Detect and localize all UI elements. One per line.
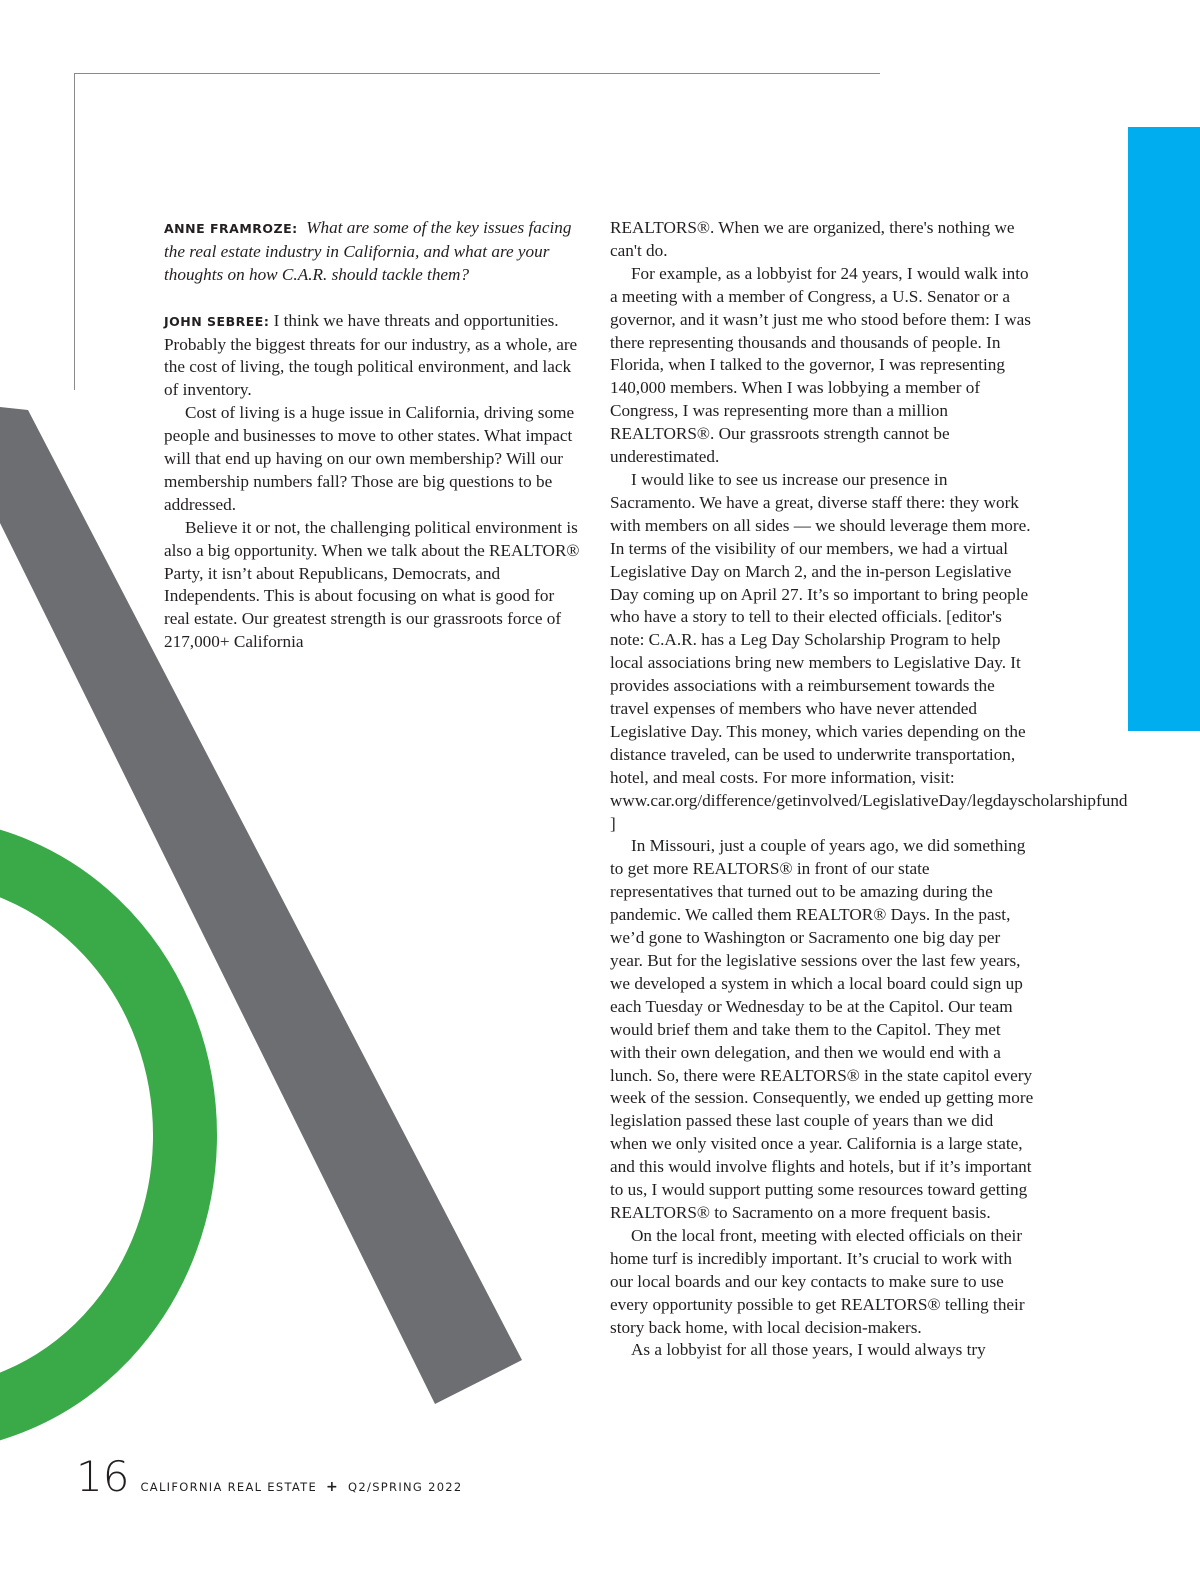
question-text: What are some of the key issues facing the real estate industry in California, and what are your thoughts on how C.A.R. should tackle them? <box>164 218 572 284</box>
body-paragraph: As a lobbyist for all those years, I would always try <box>631 1340 986 1360</box>
frame-line-top <box>74 73 880 74</box>
body-paragraph: Cost of living is a huge issue in California, driving some people and businesses to move to other states. What impact will that end up having on our own membership? Will our membership numbers fall? Those are big questions to be addressed. <box>164 403 575 514</box>
answer-paragraph <box>164 310 582 403</box>
right-column <box>610 217 1128 1362</box>
body-paragraph: I would like to see us increase our presence in Sacramento. We have a great, diverse staff there: they work with members on all sides — we should leverage them more. In terms of the visibility of our members, we had a virtual Legislative Day on March 2, and the in-person Legislative Day coming up on April 27. It’s so important to bring people who have a story to tell to their elected officials. [editor's note: C.A.R. has a Leg Day Scholarship Program to help local associations bring new members to Legislative Day. It provides associations with a reimbursement towards the travel expenses of members who have never attended Legislative Day. This money, which varies depending on the distance traveled, can be used to underwrite transportation, hotel, and meal costs. For more information, visit: www.car.org/difference/getinvolved/LegislativeDay/legdayscholarshipfund ] <box>610 469 1128 833</box>
plus-separator: + <box>326 1479 340 1495</box>
body-paragraph: Believe it or not, the challenging political environment is also a big opportunity. When we talk about the REALTOR® Party, it isn’t about Republicans, Democrats, and Independents. This is about focusing on what is good for real estate. Our greatest strength is our grassroots force of 217,000+ California <box>164 517 580 652</box>
publication-name: CALIFORNIA REAL ESTATE <box>140 1480 318 1494</box>
page-number: 16 <box>76 1452 130 1501</box>
publication-info <box>140 1479 462 1495</box>
page-footer <box>76 1452 463 1501</box>
frame-line-left <box>74 73 75 390</box>
left-column <box>164 217 582 654</box>
interviewee-name: JOHN SEBREE: <box>164 313 270 329</box>
body-paragraph: REALTORS®. When we are organized, there's nothing we can't do. <box>610 218 1015 260</box>
body-paragraph: For example, as a lobbyist for 24 years, I would walk into a meeting with a member of Congress, a U.S. Senator or a governor, and it wasn’t just me who stood before them: I was there representing thousands and thousands of people. In Florida, when I talked to the governor, I was representing 140,000 members. When I was lobbying a member of Congress, I was representing more than a million REALTORS®. Our grassroots strength cannot be underestimated. <box>610 263 1031 467</box>
green-arc-shape <box>0 850 185 1420</box>
answer-text: I think we have threats and opportunities. Probably the biggest threats for our industry, as a whole, are the cost of living, the tough political environment, and lack of inventory. <box>164 310 578 400</box>
blue-accent-bar <box>1128 127 1200 731</box>
body-paragraph: In Missouri, just a couple of years ago, we did something to get more REALTORS® in front of our state representatives that turned out to be amazing during the pandemic. We called them REALTOR® Days. In the past, we’d gone to Washington or Sacramento one big day per year. But for the legislative sessions over the last few years, we developed a system in which a local board could sign up each Tuesday or Wednesday to be at the Capitol. Our team would brief them and take them to the Capitol. They met with their own delegation, and then we would end with a lunch. So, there were REALTORS® in the state capitol every week of the session. Consequently, we ended up getting more legislation passed these last couple of years than we did when we only visited once a year. California is a large state, and this would involve flights and hotels, but if it’s important to us, I would support putting some resources toward getting REALTORS® to Sacramento on a more frequent basis. <box>610 836 1034 1222</box>
interviewer-name: ANNE FRAMROZE: <box>164 221 298 236</box>
body-paragraph: On the local front, meeting with elected officials on their home turf is incredibly important. It’s crucial to work with our local boards and our key contacts to make sure to use every opportunity possible to get REALTORS® telling their story back home, with local decision-makers. <box>610 1225 1025 1337</box>
issue-label: Q2/SPRING 2022 <box>348 1480 463 1494</box>
question-paragraph <box>164 217 582 287</box>
